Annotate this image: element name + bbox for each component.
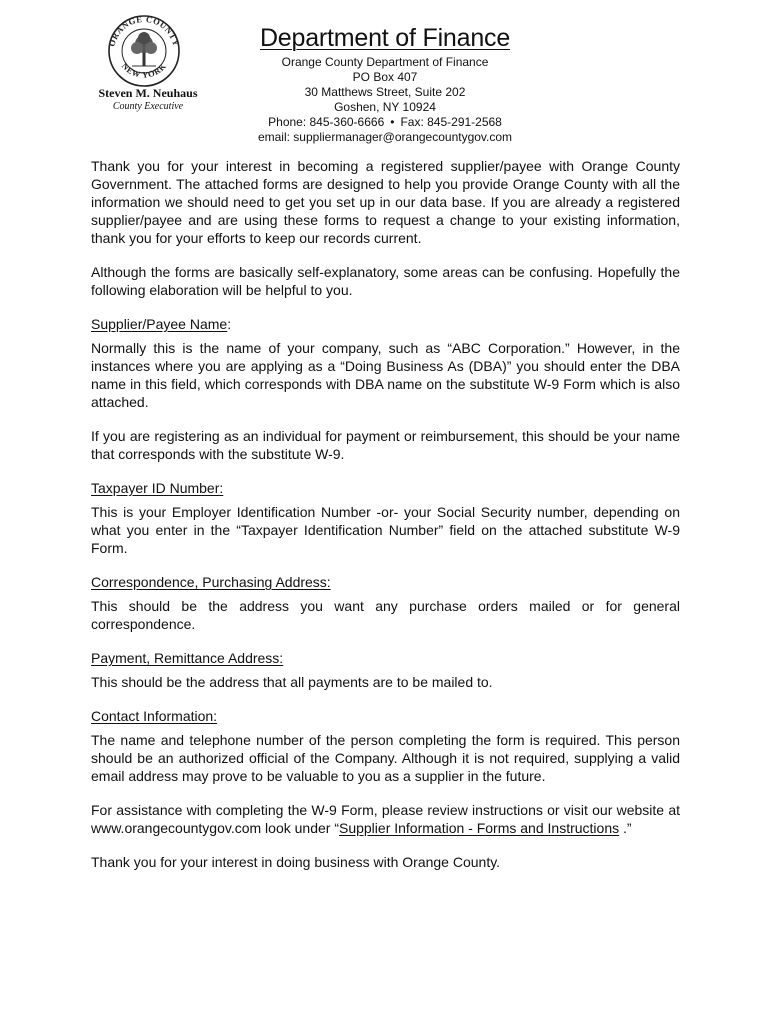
section-heading-payment: Payment, Remittance Address: xyxy=(91,650,284,666)
department-title: Department of Finance xyxy=(259,24,511,52)
intro-paragraph: Thank you for your interest in becoming a registered supplier/payee with Orange County Government. The attached forms are designed to help you provide Orange County with all the information we should need to get you set up in our data base. If you are already a registered supplier/payee and are using these forms to request a change to your existing information, thank you for your efforts to keep our records current. xyxy=(91,158,680,246)
executive-title: County Executive xyxy=(112,101,184,112)
bullet-separator: • xyxy=(390,115,395,129)
seal-top-text: ORANGE COUNTY xyxy=(106,14,182,48)
assistance-suffix: .” xyxy=(619,820,632,836)
payment-paragraph: This should be the address that all payments are to be mailed to. xyxy=(91,674,493,690)
seal-bottom-text: NEW YORK xyxy=(119,60,169,80)
address-line: Orange County Department of Finance xyxy=(281,55,489,69)
taxpayer-paragraph: This is your Employer Identification Number -or- your Social Security number, depending on what you enter in the “Taxpayer Identification Number” field on the attached substitute W-9 Form. xyxy=(91,504,680,556)
fax-number: Fax: 845-291-2568 xyxy=(400,115,502,129)
letter-body xyxy=(91,157,680,887)
supplier-paragraph: Normally this is the name of your company, such as “ABC Corporation.” However, in the instances where you are applying as a “Doing Business As (DBA)” you should enter the DBA name in this field, which corresponds with DBA name on the substitute W-9 Form which is also attached. xyxy=(91,340,680,410)
executive-name: Steven M. Neuhaus xyxy=(98,86,198,100)
section-heading-correspondence: Correspondence, Purchasing Address: xyxy=(91,574,331,590)
section-heading-supplier xyxy=(91,315,680,333)
correspondence-paragraph: This should be the address you want any purchase orders mailed or for general correspondence. xyxy=(91,598,680,632)
assistance-paragraph xyxy=(91,801,680,837)
section-heading-text: Supplier/Payee Name xyxy=(91,316,228,332)
address-line: Goshen, NY 10924 xyxy=(334,100,436,114)
assistance-text: For assistance with completing the W-9 Form, please review instructions or visit our website at www.orangecountygov.com look under “ xyxy=(91,802,680,836)
supplier-forms-link[interactable]: Supplier Information - Forms and Instructions xyxy=(338,820,620,836)
contact-paragraph: The name and telephone number of the person completing the form is required. This person should be an authorized official of the Company. Although it is not required, supplying a valid email address may prove to be valuable to you as a supplier in the future. xyxy=(91,732,680,784)
phone-fax-line xyxy=(200,115,570,130)
address-line: 30 Matthews Street, Suite 202 xyxy=(304,85,466,99)
supplier-paragraph: If you are registering as an individual for payment or reimbursement, this should be your name that corresponds with the substitute W-9. xyxy=(91,428,680,462)
intro-paragraph: Although the forms are basically self-explanatory, some areas can be confusing. Hopefully the following elaboration will be helpful to you. xyxy=(91,264,680,298)
address-line: PO Box 407 xyxy=(352,70,418,84)
phone-number: Phone: 845-360-6666 xyxy=(268,115,385,129)
section-heading-contact: Contact Information: xyxy=(91,708,218,724)
section-heading-taxpayer: Taxpayer ID Number: xyxy=(91,480,224,496)
closing-paragraph: Thank you for your interest in doing business with Orange County. xyxy=(91,854,501,870)
county-seal-logo xyxy=(98,14,190,88)
section-heading-colon: : xyxy=(227,316,232,332)
email-line: email: suppliermanager@orangecountygov.com xyxy=(257,130,513,144)
letterhead-header xyxy=(200,22,570,145)
